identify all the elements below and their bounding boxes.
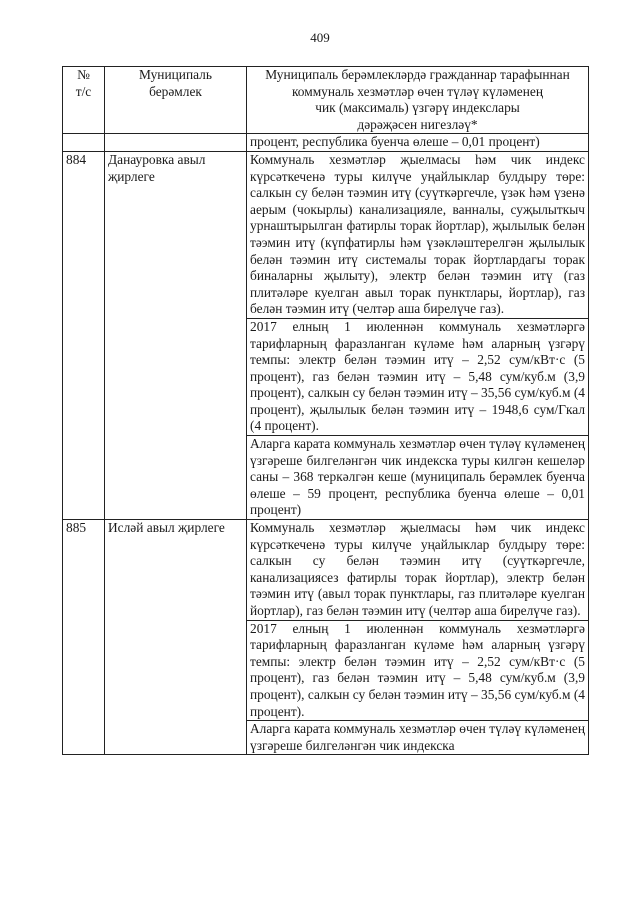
table-row xyxy=(63,520,589,755)
header-description-line2: коммуналь хезмәтләр өчен түләү күләменең xyxy=(291,83,544,99)
page-number: 409 xyxy=(310,30,330,45)
row-description xyxy=(247,520,589,755)
continuation-mun-cell xyxy=(105,134,247,152)
header-number-line1: № xyxy=(77,67,90,82)
header-municipality-line1: Муниципаль xyxy=(139,67,212,82)
continuation-text: процент, республика буенча өлеше – 0,01 процент) xyxy=(247,134,589,152)
row-number: 885 xyxy=(63,520,105,755)
row-paragraph: Аларга карата коммуналь хезмәтләр өчен түләү күләменең үзгәреше билгеләнгән чик индекска туры килгән кешеләр саны – 368 теркәлгән кеше (муниципаль берәмлек буенча өлеше – 59 процент, республика буенча өлеше – 0,01 процент) xyxy=(247,435,588,519)
row-paragraph: Коммуналь хезмәтләр җыелмасы һәм чик индекс күрсәткеченә туры килүче уңайлыклар булдыру төре: салкын су белән тәэмин итү (суүткәргечле, үзәк һәм үзенә аерым (чокырлы) канализацияле, ванналы, суҗылыткыч урнаштырылган фатирлы торак йортлар), җылылык белән тәэмин итү (күпфатирлы һәм үзәкләштерелгән җылылык белән тәэмин итү системалы торак йортлардагы торак биналарны җылыту), электр белән тәэмин итү (газ плитәләре куелган авыл торак пунктлары, йортлар), газ белән тәэмин итү (челтәр аша бирелүче газ). xyxy=(250,151,585,317)
row-paragraph: Аларга карата коммуналь хезмәтләр өчен түләү күләменең үзгәреше билгеләнгән чик индекска xyxy=(247,720,588,754)
tariff-table xyxy=(62,66,589,755)
header-municipality-line2: берәмлек xyxy=(149,83,202,99)
header-description xyxy=(247,67,589,134)
row-municipality: Исләй авыл җирлеге xyxy=(105,520,247,755)
row-paragraph: 2017 елның 1 июленнән коммуналь хезмәтләргә тарифларның фаразланган күләме һәм аларның үзгәрү темпы: электр белән тәэмин итү – 2,52 сум/кВт·с (5 процент), газ белән тәэмин итү – 5,48 сум/куб.м (3,9 процент), салкын су белән тәэмин итү – 35,56 сум/куб.м (4 процент), җылылык белән тәэмин итү – 1948,6 сум/Гкал (4 процент). xyxy=(247,318,588,435)
continuation-num-cell xyxy=(63,134,105,152)
header-number-line2: т/с xyxy=(75,83,92,99)
header-number xyxy=(63,67,105,134)
row-paragraph: 2017 елның 1 июленнән коммуналь хезмәтләргә тарифларның фаразланган күләме һәм аларның үзгәрү темпы: электр белән тәэмин итү – 2,52 сум/кВт·с (5 процент), газ белән тәэмин итү – 5,48 сум/куб.м (3,9 процент), салкын су белән тәэмин итү – 35,56 сум/куб.м (4 процент). xyxy=(247,620,588,721)
header-description-line4: дәрәҗәсен нигезләү* xyxy=(357,116,478,132)
row-municipality: Данауровка авыл җирлеге xyxy=(105,151,247,519)
continuation-row xyxy=(63,134,589,152)
table-header-row xyxy=(63,67,589,134)
table-row xyxy=(63,151,589,519)
header-municipality xyxy=(105,67,247,134)
row-description xyxy=(247,151,589,519)
header-description-line3: чик (максималь) үзгәрү индекслары xyxy=(315,100,520,116)
header-description-line1: Муниципаль берәмлекләрдә гражданнар тарафыннан xyxy=(265,67,570,82)
row-paragraph: Коммуналь хезмәтләр җыелмасы һәм чик индекс күрсәткеченә туры килүче уңайлыклар булдыру төре: салкын су белән тәэмин итү (суүткәргечле, канализациясез фатирлы торак йортлар), электр белән тәэмин итү (авыл торак пунктлары, газ плитәләре куелган йортлар), газ белән тәэмин итү (челтәр аша бирелүче газ). xyxy=(250,520,585,618)
row-number: 884 xyxy=(63,151,105,519)
